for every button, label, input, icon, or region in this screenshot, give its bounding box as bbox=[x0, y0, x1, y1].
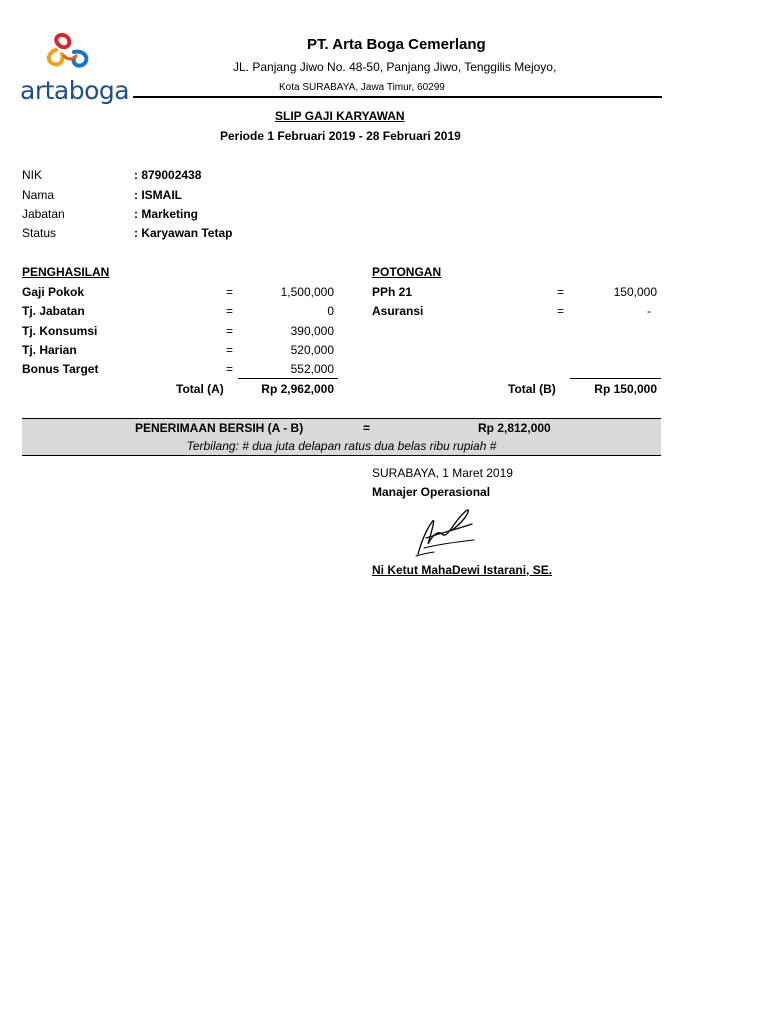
income-label: Bonus Target bbox=[22, 362, 99, 376]
deduction-label: Asuransi bbox=[372, 304, 424, 318]
income-amount: 1,500,000 bbox=[280, 285, 334, 299]
income-total-divider bbox=[238, 378, 338, 379]
employee-value-jabatan: : Marketing bbox=[134, 207, 199, 221]
employee-label-jabatan: Jabatan bbox=[22, 207, 65, 221]
deduction-amount: - bbox=[647, 304, 651, 318]
employee-value-status: : Karyawan Tetap bbox=[134, 226, 233, 240]
employee-label-nama: Nama bbox=[22, 188, 55, 202]
income-total-label: Total (A) bbox=[176, 382, 224, 396]
income-amount: 520,000 bbox=[290, 343, 334, 357]
income-label: Tj. Jabatan bbox=[22, 304, 85, 318]
net-pay-eq: = bbox=[363, 421, 371, 435]
income-eq: = bbox=[226, 285, 234, 299]
employee-value-nik: : 879002438 bbox=[134, 168, 202, 182]
income-heading: PENGHASILAN bbox=[22, 265, 110, 279]
slip-title: SLIP GAJI KARYAWAN bbox=[275, 109, 405, 123]
company-name: PT. Arta Boga Cemerlang bbox=[307, 36, 486, 53]
employee-label-status: Status bbox=[22, 226, 57, 240]
deductions-total-value: Rp 150,000 bbox=[594, 382, 657, 396]
handwritten-signature-icon bbox=[412, 500, 478, 560]
slip-period: Periode 1 Februari 2019 - 28 Februari 2019 bbox=[220, 129, 461, 143]
income-label: Tj. Konsumsi bbox=[22, 324, 98, 338]
company-address-line1: JL. Panjang Jiwo No. 48-50, Panjang Jiwo, Tenggilis Mejoyo, bbox=[233, 60, 557, 74]
deduction-label: PPh 21 bbox=[372, 285, 413, 299]
net-pay-band bbox=[22, 418, 661, 438]
income-eq: = bbox=[226, 362, 234, 376]
employee-label-nik: NIK bbox=[22, 168, 43, 182]
income-amount: 552,000 bbox=[290, 362, 334, 376]
income-amount: 390,000 bbox=[290, 324, 334, 338]
company-address-line2: Kota SURABAYA, Jawa Timur, 60299 bbox=[279, 82, 445, 93]
deduction-eq: = bbox=[557, 304, 565, 318]
logo-text: artaboga bbox=[20, 76, 130, 105]
deduction-amount: 150,000 bbox=[613, 285, 657, 299]
deductions-total-divider bbox=[570, 378, 661, 379]
deduction-eq: = bbox=[557, 285, 565, 299]
signature-role: Manajer Operasional bbox=[372, 485, 491, 499]
company-logo bbox=[18, 30, 130, 108]
signatory-name: Ni Ketut MahaDewi Istarani, SE. bbox=[372, 563, 553, 577]
income-eq: = bbox=[226, 304, 234, 318]
income-label: Gaji Pokok bbox=[22, 285, 85, 299]
deductions-total-label: Total (B) bbox=[508, 382, 556, 396]
income-label: Tj. Harian bbox=[22, 343, 77, 357]
employee-value-nama: : ISMAIL bbox=[134, 188, 182, 202]
income-eq: = bbox=[226, 324, 234, 338]
income-eq: = bbox=[226, 343, 234, 357]
header-divider bbox=[133, 96, 662, 98]
deductions-heading: POTONGAN bbox=[372, 265, 442, 279]
income-total-value: Rp 2,962,000 bbox=[261, 382, 334, 396]
income-amount: 0 bbox=[327, 304, 334, 318]
net-pay-label: PENERIMAAN BERSIH (A - B) bbox=[135, 421, 304, 435]
signature-place-date: SURABAYA, 1 Maret 2019 bbox=[372, 466, 513, 480]
net-pay-spelled: Terbilang: # dua juta delapan ratus dua belas ribu rupiah # bbox=[186, 439, 497, 453]
logo-swirl-icon bbox=[18, 30, 130, 80]
net-pay-value: Rp 2,812,000 bbox=[478, 421, 551, 435]
